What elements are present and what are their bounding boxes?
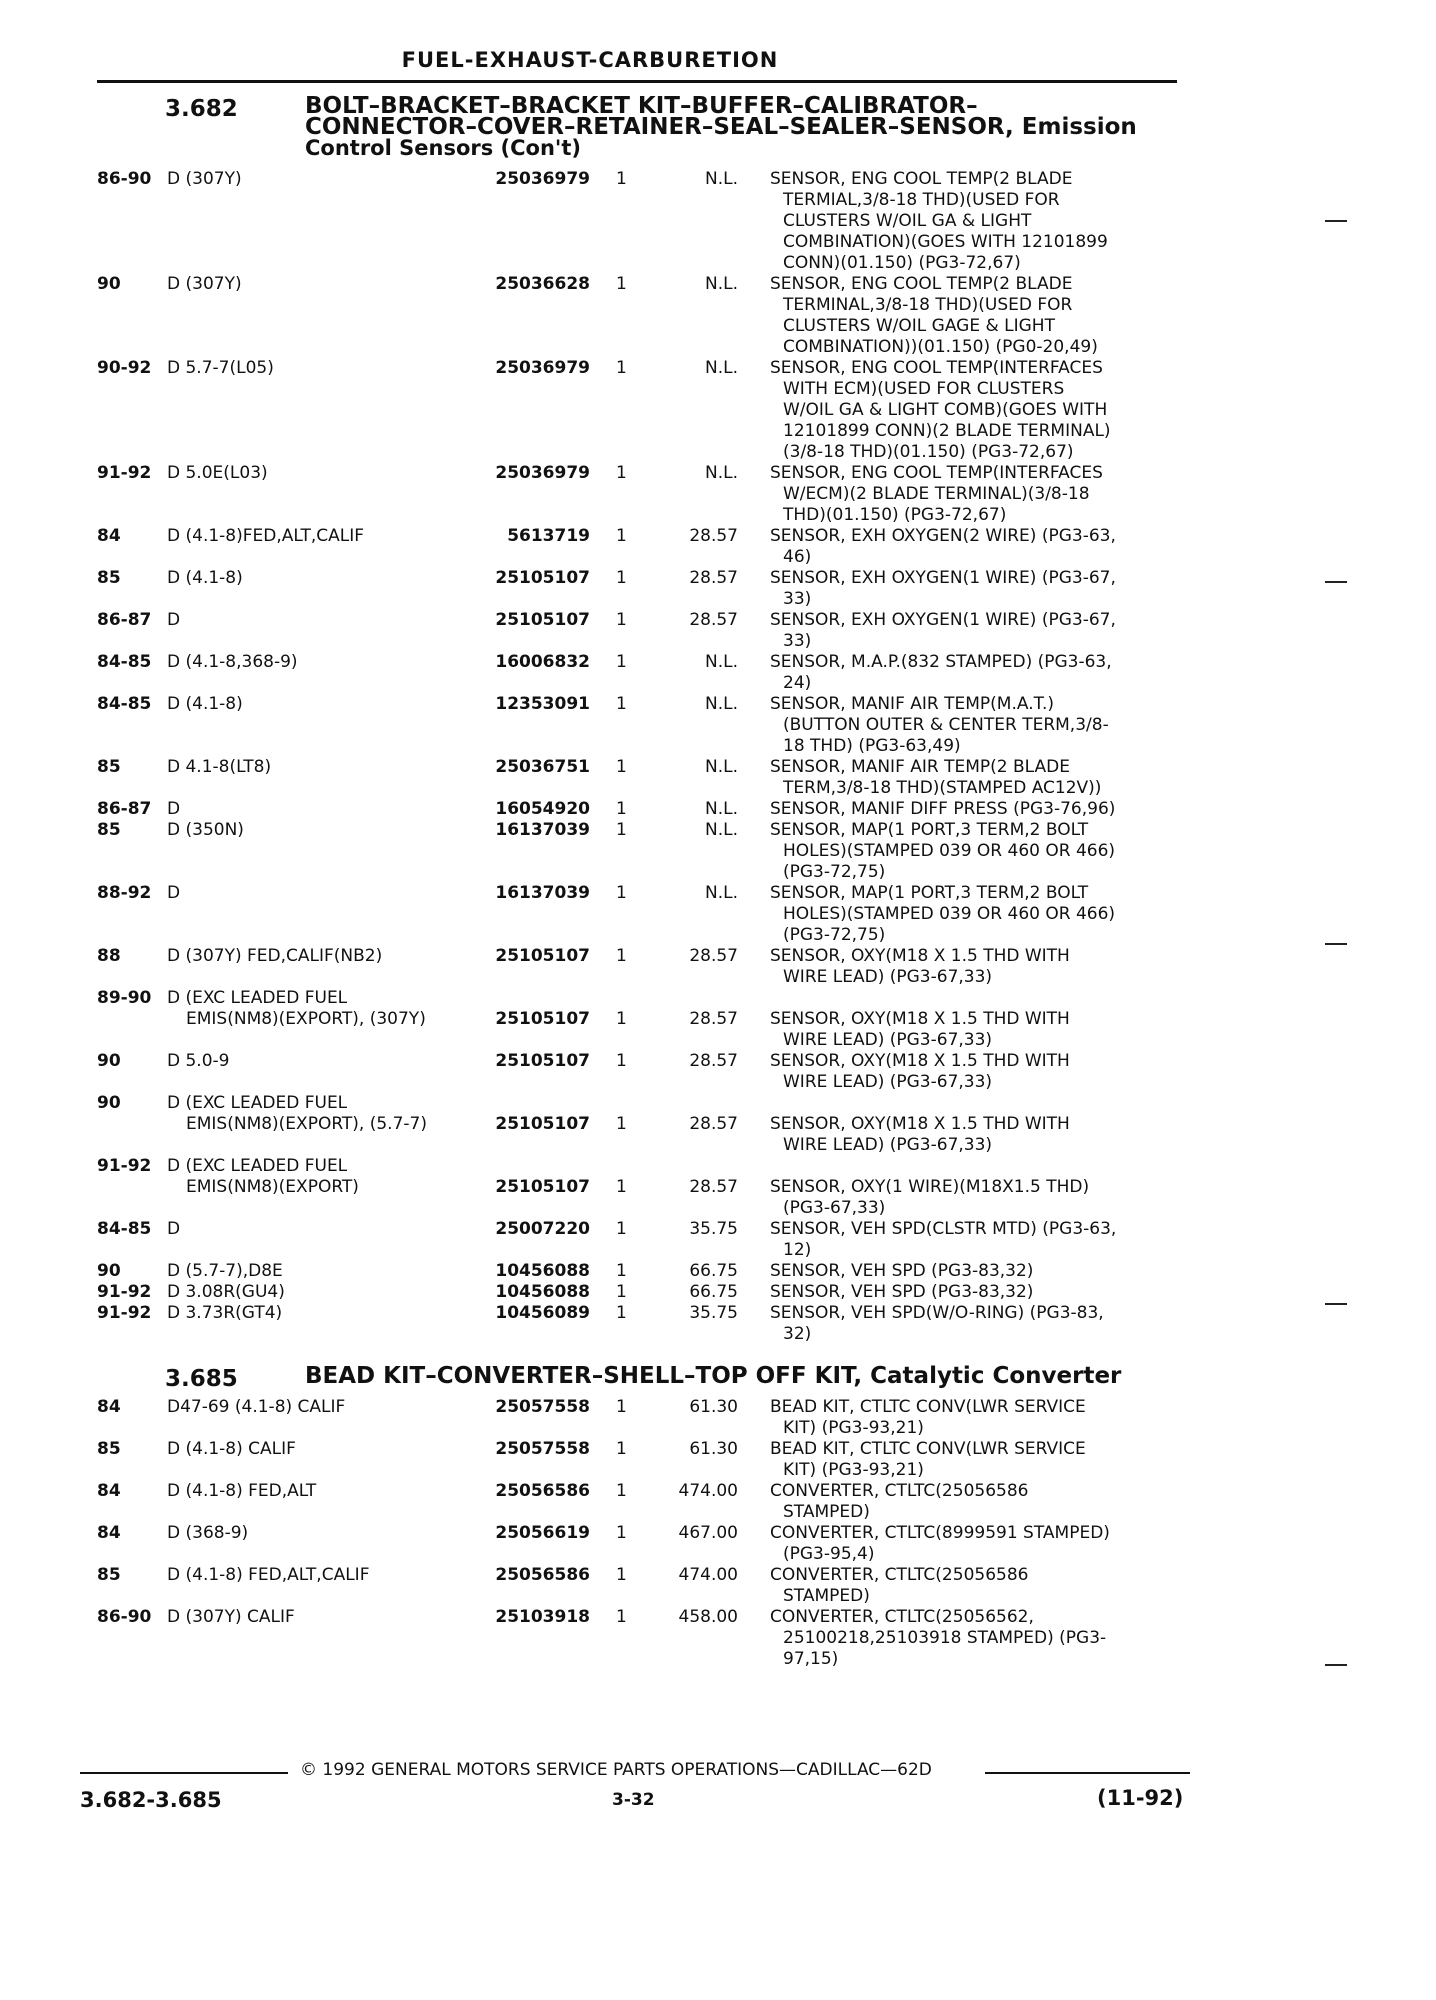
description-line: 12101899 CONN)(2 BLADE TERMINAL) <box>783 421 1111 441</box>
quantity: 1 <box>616 358 627 378</box>
description-line: 12) <box>783 1240 812 1260</box>
description-line: SENSOR, OXY(M18 X 1.5 THD WITH <box>770 1114 1070 1134</box>
quantity: 1 <box>616 1565 627 1585</box>
application: D 5.0-9 <box>167 1051 230 1071</box>
model-year: 84 <box>97 1397 121 1417</box>
description-line: (PG3-72,75) <box>783 925 886 945</box>
description <box>770 1565 1180 1607</box>
price: 474.00 <box>678 1481 738 1501</box>
description-line: SENSOR, ENG COOL TEMP(INTERFACES <box>770 358 1103 378</box>
price: 61.30 <box>689 1397 738 1417</box>
description <box>770 1219 1180 1261</box>
description-line: SENSOR, OXY(M18 X 1.5 THD WITH <box>770 1051 1070 1071</box>
description-line: SENSOR, ENG COOL TEMP(2 BLADE <box>770 274 1073 294</box>
section-title-line: BEAD KIT–CONVERTER–SHELL–TOP OFF KIT, Catalytic Converter <box>305 1363 1122 1389</box>
quantity: 1 <box>616 757 627 777</box>
part-number: 16006832 <box>495 652 590 672</box>
description-line: STAMPED) <box>783 1502 870 1522</box>
description-line: TERMINAL,3/8-18 THD)(USED FOR <box>783 295 1073 315</box>
model-year: 91-92 <box>97 1282 152 1302</box>
application: D (4.1-8) CALIF <box>167 1439 296 1459</box>
part-number: 25056619 <box>495 1523 590 1543</box>
quantity: 1 <box>616 463 627 483</box>
description-line: SENSOR, VEH SPD(W/O-RING) (PG3-83, <box>770 1303 1104 1323</box>
description-line: SENSOR, VEH SPD (PG3-83,32) <box>770 1282 1034 1302</box>
section-title-line: Control Sensors (Con't) <box>305 136 581 160</box>
model-year: 84 <box>97 1481 121 1501</box>
description-line: WIRE LEAD) (PG3-67,33) <box>783 1030 993 1050</box>
model-year: 84-85 <box>97 652 152 672</box>
section-title <box>305 1363 1165 1389</box>
part-number: 25105107 <box>495 1114 590 1134</box>
model-year: 86-90 <box>97 169 152 189</box>
description-line: HOLES)(STAMPED 039 OR 460 OR 466) <box>783 904 1116 924</box>
description-line: TERM,3/8-18 THD)(STAMPED AC12V)) <box>783 778 1102 798</box>
price: 458.00 <box>678 1607 738 1627</box>
part-number: 25105107 <box>495 1177 590 1197</box>
description <box>770 1439 1180 1481</box>
model-year: 84 <box>97 526 121 546</box>
section-number: 3.682 <box>165 96 238 122</box>
description <box>770 652 1180 694</box>
application: D (307Y) FED,CALIF(NB2) <box>167 946 383 966</box>
description-line: SENSOR, OXY(M18 X 1.5 THD WITH <box>770 1009 1070 1029</box>
description-line: CONVERTER, CTLTC(25056562, <box>770 1607 1034 1627</box>
description <box>770 946 1180 988</box>
part-number: 10456088 <box>495 1261 590 1281</box>
application: D 5.7-7(L05) <box>167 358 274 378</box>
quantity: 1 <box>616 1439 627 1459</box>
part-number: 25057558 <box>495 1397 590 1417</box>
description <box>770 1303 1180 1345</box>
section-title-line: CONNECTOR–COVER–RETAINER–SEAL–SEALER–SENSOR, Emission <box>305 114 1137 140</box>
price: 35.75 <box>689 1219 738 1239</box>
application: D (4.1-8) <box>167 568 243 588</box>
quantity: 1 <box>616 1303 627 1323</box>
description-line: (3/8-18 THD)(01.150) (PG3-72,67) <box>783 442 1074 462</box>
description <box>770 358 1180 463</box>
quantity: 1 <box>616 1261 627 1281</box>
price: 474.00 <box>678 1565 738 1585</box>
quantity: 1 <box>616 1219 627 1239</box>
description <box>770 1114 1180 1156</box>
price: N.L. <box>705 463 738 483</box>
part-number: 5613719 <box>507 526 590 546</box>
part-number: 25105107 <box>495 946 590 966</box>
application: D (5.7-7),D8E <box>167 1261 283 1281</box>
description-line: 46) <box>783 547 812 567</box>
model-year: 88 <box>97 946 121 966</box>
description-line: WIRE LEAD) (PG3-67,33) <box>783 1072 993 1092</box>
description-line: 33) <box>783 631 812 651</box>
description-line: 25100218,25103918 STAMPED) (PG3- <box>783 1628 1107 1648</box>
description-line: SENSOR, MAP(1 PORT,3 TERM,2 BOLT <box>770 820 1089 840</box>
description-line: WITH ECM)(USED FOR CLUSTERS <box>783 379 1065 399</box>
description <box>770 1481 1180 1523</box>
part-number: 16137039 <box>495 883 590 903</box>
section-title <box>305 93 1165 160</box>
description <box>770 883 1180 946</box>
part-number: 16137039 <box>495 820 590 840</box>
quantity: 1 <box>616 820 627 840</box>
quantity: 1 <box>616 568 627 588</box>
part-number: 16054920 <box>495 799 590 819</box>
part-number: 25105107 <box>495 1009 590 1029</box>
description-line: SENSOR, MANIF AIR TEMP(M.A.T.) <box>770 694 1054 714</box>
model-year: 84-85 <box>97 694 152 714</box>
description <box>770 1177 1180 1219</box>
model-year: 84-85 <box>97 1219 152 1239</box>
quantity: 1 <box>616 610 627 630</box>
quantity: 1 <box>616 1481 627 1501</box>
price: 28.57 <box>689 1051 738 1071</box>
part-number: 25056586 <box>495 1565 590 1585</box>
quantity: 1 <box>616 274 627 294</box>
quantity: 1 <box>616 1009 627 1029</box>
price: N.L. <box>705 883 738 903</box>
quantity: 1 <box>616 1282 627 1302</box>
description <box>770 799 1180 820</box>
price: 28.57 <box>689 610 738 630</box>
description-line: SENSOR, M.A.P.(832 STAMPED) (PG3-63, <box>770 652 1112 672</box>
quantity: 1 <box>616 694 627 714</box>
margin-tick <box>1325 581 1347 583</box>
quantity: 1 <box>616 1523 627 1543</box>
part-number: 25036979 <box>495 463 590 483</box>
description-line: STAMPED) <box>783 1586 870 1606</box>
application: D (4.1-8,368-9) <box>167 652 298 672</box>
application: D (307Y) <box>167 169 242 189</box>
application: D <box>167 610 181 630</box>
price: 28.57 <box>689 946 738 966</box>
description <box>770 463 1180 526</box>
model-year: 90 <box>97 1051 121 1071</box>
price: 66.75 <box>689 1282 738 1302</box>
price: N.L. <box>705 694 738 714</box>
part-number: 25056586 <box>495 1481 590 1501</box>
description-line: W/OIL GA & LIGHT COMB)(GOES WITH <box>783 400 1108 420</box>
description-line: CONN)(01.150) (PG3-72,67) <box>783 253 1021 273</box>
description-line: WIRE LEAD) (PG3-67,33) <box>783 1135 993 1155</box>
description-line: TERMIAL,3/8-18 THD)(USED FOR <box>783 190 1060 210</box>
price: 66.75 <box>689 1261 738 1281</box>
price: N.L. <box>705 757 738 777</box>
part-number: 10456089 <box>495 1303 590 1323</box>
part-number: 25007220 <box>495 1219 590 1239</box>
quantity: 1 <box>616 1114 627 1134</box>
description <box>770 820 1180 883</box>
quantity: 1 <box>616 526 627 546</box>
description <box>770 1397 1180 1439</box>
price: 61.30 <box>689 1439 738 1459</box>
model-year: 85 <box>97 1439 121 1459</box>
quantity: 1 <box>616 1607 627 1627</box>
description-line: SENSOR, OXY(1 WIRE)(M18X1.5 THD) <box>770 1177 1090 1197</box>
description-line: 24) <box>783 673 812 693</box>
application: D (4.1-8) <box>167 694 243 714</box>
description-line: CLUSTERS W/OIL GAGE & LIGHT <box>783 316 1055 336</box>
price: N.L. <box>705 274 738 294</box>
application: D (EXC LEADED FUEL <box>167 988 348 1008</box>
application-cont: EMIS(NM8)(EXPORT), (307Y) <box>186 1009 426 1029</box>
description-line: COMBINATION))(01.150) (PG0-20,49) <box>783 337 1098 357</box>
price: 28.57 <box>689 1177 738 1197</box>
application: D (350N) <box>167 820 244 840</box>
part-number: 25036979 <box>495 169 590 189</box>
description-line: SENSOR, OXY(M18 X 1.5 THD WITH <box>770 946 1070 966</box>
description <box>770 610 1180 652</box>
part-number: 10456088 <box>495 1282 590 1302</box>
description-line: BEAD KIT, CTLTC CONV(LWR SERVICE <box>770 1397 1086 1417</box>
description-line: CONVERTER, CTLTC(25056586 <box>770 1565 1029 1585</box>
application: D 5.0E(L03) <box>167 463 268 483</box>
description-line: KIT) (PG3-93,21) <box>783 1418 924 1438</box>
description-line: 97,15) <box>783 1649 839 1669</box>
price: N.L. <box>705 652 738 672</box>
description-line: (PG3-72,75) <box>783 862 886 882</box>
part-number: 25103918 <box>495 1607 590 1627</box>
model-year: 84 <box>97 1523 121 1543</box>
application: D (EXC LEADED FUEL <box>167 1093 348 1113</box>
description-line: (PG3-95,4) <box>783 1544 875 1564</box>
price: 467.00 <box>678 1523 738 1543</box>
application: D 3.08R(GU4) <box>167 1282 285 1302</box>
application: D 3.73R(GT4) <box>167 1303 283 1323</box>
price: 28.57 <box>689 568 738 588</box>
footer-rule <box>985 1772 1190 1774</box>
description <box>770 694 1180 757</box>
part-number: 25105107 <box>495 610 590 630</box>
model-year: 91-92 <box>97 463 152 483</box>
model-year: 86-87 <box>97 610 152 630</box>
description <box>770 757 1180 799</box>
model-year: 85 <box>97 757 121 777</box>
quantity: 1 <box>616 169 627 189</box>
application-cont: EMIS(NM8)(EXPORT), (5.7-7) <box>186 1114 427 1134</box>
application: D (4.1-8) FED,ALT,CALIF <box>167 1565 370 1585</box>
application: D <box>167 883 181 903</box>
model-year: 90 <box>97 1093 121 1113</box>
description <box>770 1051 1180 1093</box>
description <box>770 274 1180 358</box>
price: 28.57 <box>689 1009 738 1029</box>
quantity: 1 <box>616 1177 627 1197</box>
description-line: SENSOR, VEH SPD(CLSTR MTD) (PG3-63, <box>770 1219 1117 1239</box>
description-line: THD)(01.150) (PG3-72,67) <box>783 505 1007 525</box>
model-year: 90-92 <box>97 358 152 378</box>
application: D (4.1-8)FED,ALT,CALIF <box>167 526 365 546</box>
price: N.L. <box>705 169 738 189</box>
part-number: 12353091 <box>495 694 590 714</box>
quantity: 1 <box>616 946 627 966</box>
description-line: SENSOR, EXH OXYGEN(1 WIRE) (PG3-67, <box>770 610 1116 630</box>
description-line: SENSOR, EXH OXYGEN(2 WIRE) (PG3-63, <box>770 526 1116 546</box>
model-year: 85 <box>97 1565 121 1585</box>
application: D <box>167 1219 181 1239</box>
application-cont: EMIS(NM8)(EXPORT) <box>186 1177 359 1197</box>
margin-tick <box>1325 220 1347 222</box>
description <box>770 568 1180 610</box>
footer-date: (11-92) <box>1097 1786 1184 1810</box>
footer-section-range: 3.682-3.685 <box>80 1788 222 1812</box>
margin-tick <box>1325 943 1347 945</box>
part-number: 25036628 <box>495 274 590 294</box>
description-line: SENSOR, VEH SPD (PG3-83,32) <box>770 1261 1034 1281</box>
margin-tick <box>1325 1303 1347 1305</box>
description <box>770 1009 1180 1051</box>
description-line: CLUSTERS W/OIL GA & LIGHT <box>783 211 1032 231</box>
price: N.L. <box>705 358 738 378</box>
quantity: 1 <box>616 799 627 819</box>
price: 28.57 <box>689 526 738 546</box>
description-line: 32) <box>783 1324 812 1344</box>
description-line: COMBINATION)(GOES WITH 12101899 <box>783 232 1108 252</box>
application: D (307Y) <box>167 274 242 294</box>
application: D (307Y) CALIF <box>167 1607 295 1627</box>
part-number: 25105107 <box>495 568 590 588</box>
description-line: SENSOR, MAP(1 PORT,3 TERM,2 BOLT <box>770 883 1089 903</box>
description-line: SENSOR, ENG COOL TEMP(INTERFACES <box>770 463 1103 483</box>
application: D (4.1-8) FED,ALT <box>167 1481 317 1501</box>
application: D47-69 (4.1-8) CALIF <box>167 1397 346 1417</box>
model-year: 91-92 <box>97 1156 152 1176</box>
model-year: 89-90 <box>97 988 152 1008</box>
model-year: 86-87 <box>97 799 152 819</box>
quantity: 1 <box>616 1397 627 1417</box>
price: 28.57 <box>689 1114 738 1134</box>
description-line: SENSOR, MANIF AIR TEMP(2 BLADE <box>770 757 1070 777</box>
model-year: 90 <box>97 1261 121 1281</box>
title-rule <box>97 80 1177 83</box>
description-line: W/ECM)(2 BLADE TERMINAL)(3/8-18 <box>783 484 1090 504</box>
model-year: 88-92 <box>97 883 152 903</box>
description-line: (PG3-67,33) <box>783 1198 886 1218</box>
description-line: 18 THD) (PG3-63,49) <box>783 736 961 756</box>
description-line: 33) <box>783 589 812 609</box>
quantity: 1 <box>616 652 627 672</box>
part-number: 25036979 <box>495 358 590 378</box>
description-line: WIRE LEAD) (PG3-67,33) <box>783 967 993 987</box>
part-number: 25036751 <box>495 757 590 777</box>
page-title: FUEL-EXHAUST-CARBURETION <box>401 48 779 72</box>
quantity: 1 <box>616 1051 627 1071</box>
description-line: KIT) (PG3-93,21) <box>783 1460 924 1480</box>
footer-copyright: © 1992 GENERAL MOTORS SERVICE PARTS OPERATIONS—CADILLAC—62D <box>300 1760 932 1780</box>
application: D 4.1-8(LT8) <box>167 757 272 777</box>
application: D (EXC LEADED FUEL <box>167 1156 348 1176</box>
section-title-line: BOLT–BRACKET–BRACKET KIT–BUFFER–CALIBRATOR– <box>305 93 978 119</box>
description-line: SENSOR, ENG COOL TEMP(2 BLADE <box>770 169 1073 189</box>
model-year: 86-90 <box>97 1607 152 1627</box>
description-line: SENSOR, EXH OXYGEN(1 WIRE) (PG3-67, <box>770 568 1116 588</box>
margin-tick <box>1325 1664 1347 1666</box>
application: D <box>167 799 181 819</box>
section-number: 3.685 <box>165 1366 238 1392</box>
description-line: CONVERTER, CTLTC(25056586 <box>770 1481 1029 1501</box>
part-number: 25057558 <box>495 1439 590 1459</box>
description-line: BEAD KIT, CTLTC CONV(LWR SERVICE <box>770 1439 1086 1459</box>
application: D (368-9) <box>167 1523 249 1543</box>
model-year: 90 <box>97 274 121 294</box>
part-number: 25105107 <box>495 1051 590 1071</box>
description <box>770 1282 1180 1303</box>
footer-rule <box>80 1772 288 1774</box>
description <box>770 526 1180 568</box>
description-line: SENSOR, MANIF DIFF PRESS (PG3-76,96) <box>770 799 1116 819</box>
description-line: (BUTTON OUTER & CENTER TERM,3/8- <box>783 715 1109 735</box>
description-line: HOLES)(STAMPED 039 OR 460 OR 466) <box>783 841 1116 861</box>
description <box>770 1261 1180 1282</box>
description <box>770 1523 1180 1565</box>
price: N.L. <box>705 820 738 840</box>
model-year: 85 <box>97 568 121 588</box>
description-line: CONVERTER, CTLTC(8999591 STAMPED) <box>770 1523 1110 1543</box>
description <box>770 169 1180 274</box>
price: N.L. <box>705 799 738 819</box>
description <box>770 1607 1180 1670</box>
model-year: 91-92 <box>97 1303 152 1323</box>
quantity: 1 <box>616 883 627 903</box>
footer-page-number: 3-32 <box>612 1790 655 1810</box>
price: 35.75 <box>689 1303 738 1323</box>
model-year: 85 <box>97 820 121 840</box>
